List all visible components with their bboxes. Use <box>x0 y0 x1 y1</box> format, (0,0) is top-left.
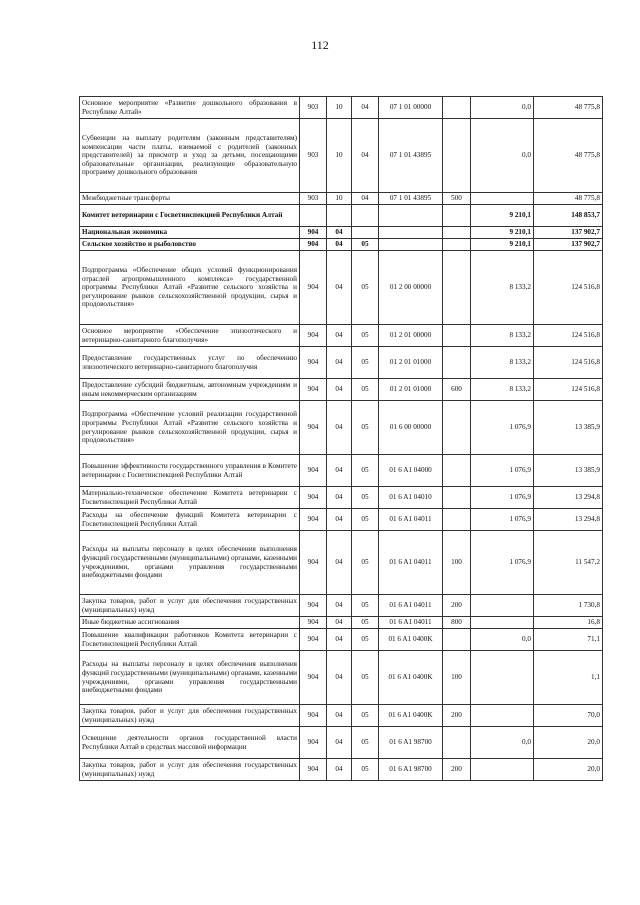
row-amount-first <box>471 193 534 205</box>
row-section-code: 04 <box>327 759 352 781</box>
row-section-code: 04 <box>327 629 352 651</box>
row-section-code: 10 <box>327 97 352 119</box>
row-description: Комитет ветеринарии с Госветинспекцией Республики Алтай <box>80 205 300 227</box>
row-subsection-code: 05 <box>352 379 379 401</box>
row-expense-type: 600 <box>443 379 471 401</box>
row-target-article: 01 6 A1 0400K <box>379 651 443 705</box>
row-section-code: 04 <box>327 487 352 509</box>
row-amount-first: 0,0 <box>471 97 534 119</box>
row-amount-second: 13 385,9 <box>534 401 603 455</box>
row-target-article: 01 6 A1 04011 <box>379 531 443 595</box>
row-amount-first: 1 076,9 <box>471 487 534 509</box>
row-subsection-code: 05 <box>352 705 379 727</box>
row-amount-second: 71,1 <box>534 629 603 651</box>
row-target-article <box>379 205 443 227</box>
row-amount-second: 48 775,8 <box>534 97 603 119</box>
table-row <box>80 251 603 325</box>
row-ministry-code: 904 <box>300 325 327 347</box>
row-description: Иные бюджетные ассигнования <box>80 617 300 629</box>
row-expense-type <box>443 401 471 455</box>
row-amount-first <box>471 759 534 781</box>
table-row <box>80 705 603 727</box>
row-amount-second: 148 853,7 <box>534 205 603 227</box>
row-ministry-code: 904 <box>300 239 327 251</box>
table-row <box>80 651 603 705</box>
row-target-article: 01 2 01 01000 <box>379 347 443 379</box>
row-description: Основное мероприятие «Обеспечение эпизоотического и ветеринарно-санитарного благополучия» <box>80 325 300 347</box>
row-amount-first <box>471 595 534 617</box>
row-description: Расходы на выплаты персоналу в целях обеспечения выполнения функций государственными (муниципальными) органами, казенными учреждениями, органами управления государственными внебюджетными фондами <box>80 651 300 705</box>
table-row <box>80 347 603 379</box>
table-row <box>80 227 603 239</box>
row-ministry-code: 904 <box>300 727 327 759</box>
row-target-article <box>379 239 443 251</box>
row-subsection-code <box>352 227 379 239</box>
row-subsection-code: 05 <box>352 629 379 651</box>
row-amount-first: 9 210,1 <box>471 239 534 251</box>
row-section-code: 04 <box>327 379 352 401</box>
row-amount-first: 8 133,2 <box>471 325 534 347</box>
row-amount-first <box>471 651 534 705</box>
row-target-article: 07 1 01 00000 <box>379 97 443 119</box>
row-amount-second: 20,0 <box>534 727 603 759</box>
table-body <box>80 97 603 781</box>
table-row <box>80 759 603 781</box>
table-row <box>80 455 603 487</box>
row-section-code: 04 <box>327 347 352 379</box>
row-ministry-code: 903 <box>300 193 327 205</box>
row-description: Предоставление субсидий бюджетным, автономным учреждениям и иным некоммерческим организациям <box>80 379 300 401</box>
row-expense-type: 200 <box>443 759 471 781</box>
row-amount-second: 137 902,7 <box>534 227 603 239</box>
row-subsection-code: 05 <box>352 595 379 617</box>
row-expense-type: 500 <box>443 193 471 205</box>
row-target-article: 01 2 01 01000 <box>379 379 443 401</box>
row-section-code: 04 <box>327 401 352 455</box>
row-subsection-code: 05 <box>352 325 379 347</box>
table-row <box>80 487 603 509</box>
row-target-article: 01 6 A1 98700 <box>379 727 443 759</box>
row-expense-type <box>443 509 471 531</box>
row-description: Повышение эффективности государственного управления в Комитете ветеринарии с Госветинспекцией Республики Алтай <box>80 455 300 487</box>
row-description: Закупка товаров, работ и услуг для обеспечения государственных (муниципальных) нужд <box>80 759 300 781</box>
row-section-code: 04 <box>327 227 352 239</box>
row-amount-second: 16,8 <box>534 617 603 629</box>
budget-table <box>79 96 603 781</box>
table-row <box>80 97 603 119</box>
row-expense-type: 800 <box>443 617 471 629</box>
row-section-code: 04 <box>327 651 352 705</box>
row-expense-type: 200 <box>443 705 471 727</box>
row-subsection-code <box>352 205 379 227</box>
table-row <box>80 727 603 759</box>
table-row <box>80 629 603 651</box>
row-expense-type <box>443 251 471 325</box>
row-target-article: 01 6 A1 98700 <box>379 759 443 781</box>
row-ministry-code: 904 <box>300 595 327 617</box>
row-description: Материально-техническое обеспечение Комитета ветеринарии с Госветинспекцией Республики Алтай <box>80 487 300 509</box>
row-amount-first: 1 076,9 <box>471 531 534 595</box>
row-ministry-code: 904 <box>300 379 327 401</box>
row-amount-first: 8 133,2 <box>471 379 534 401</box>
row-subsection-code: 05 <box>352 239 379 251</box>
row-expense-type: 200 <box>443 595 471 617</box>
row-amount-first: 0,0 <box>471 727 534 759</box>
row-amount-first: 1 076,9 <box>471 401 534 455</box>
row-amount-second: 48 775,8 <box>534 193 603 205</box>
row-ministry-code: 904 <box>300 455 327 487</box>
row-subsection-code: 05 <box>352 617 379 629</box>
row-amount-first: 0,0 <box>471 119 534 193</box>
row-expense-type <box>443 629 471 651</box>
row-target-article: 01 6 A1 0400K <box>379 629 443 651</box>
row-description: Предоставление государственных услуг по обеспечению эпизоотического ветеринарно-санитарного благополучия <box>80 347 300 379</box>
row-description: Основное мероприятие «Развитие дошкольного образования в Республике Алтай» <box>80 97 300 119</box>
row-expense-type: 100 <box>443 651 471 705</box>
row-expense-type: 100 <box>443 531 471 595</box>
table-row <box>80 509 603 531</box>
row-target-article: 01 6 A1 04010 <box>379 487 443 509</box>
row-description: Национальная экономика <box>80 227 300 239</box>
row-amount-first: 9 210,1 <box>471 205 534 227</box>
row-description: Сельское хозяйство и рыболовство <box>80 239 300 251</box>
row-subsection-code: 05 <box>352 455 379 487</box>
row-target-article: 01 6 A1 04011 <box>379 509 443 531</box>
row-expense-type <box>443 487 471 509</box>
row-expense-type <box>443 325 471 347</box>
row-section-code: 04 <box>327 617 352 629</box>
row-target-article: 07 1 01 43895 <box>379 193 443 205</box>
row-amount-first <box>471 705 534 727</box>
table-row <box>80 205 603 227</box>
row-amount-second: 13 294,8 <box>534 487 603 509</box>
row-ministry-code: 904 <box>300 347 327 379</box>
row-amount-second: 1 730,8 <box>534 595 603 617</box>
row-ministry-code: 904 <box>300 617 327 629</box>
row-subsection-code: 05 <box>352 531 379 595</box>
row-subsection-code: 05 <box>352 251 379 325</box>
row-expense-type <box>443 119 471 193</box>
row-target-article: 07 1 01 43895 <box>379 119 443 193</box>
row-amount-second: 70,0 <box>534 705 603 727</box>
row-subsection-code: 04 <box>352 97 379 119</box>
row-section-code: 04 <box>327 705 352 727</box>
table-row <box>80 531 603 595</box>
table-row <box>80 401 603 455</box>
row-amount-second: 124 516,8 <box>534 251 603 325</box>
row-subsection-code: 05 <box>352 651 379 705</box>
row-amount-second: 137 902,7 <box>534 239 603 251</box>
row-target-article: 01 2 00 00000 <box>379 251 443 325</box>
row-amount-second: 124 516,8 <box>534 379 603 401</box>
row-amount-first: 1 076,9 <box>471 455 534 487</box>
row-target-article: 01 6 A1 04011 <box>379 617 443 629</box>
row-section-code: 04 <box>327 239 352 251</box>
row-target-article: 01 6 00 00000 <box>379 401 443 455</box>
row-section-code: 04 <box>327 251 352 325</box>
row-description: Расходы на выплаты персоналу в целях обеспечения выполнения функций государственными (муниципальными) органами, казенными учреждениями, органами управления государственными внебюджетными фондами <box>80 531 300 595</box>
table-row <box>80 325 603 347</box>
row-expense-type <box>443 239 471 251</box>
row-subsection-code: 04 <box>352 119 379 193</box>
row-description: Повышение квалификации работников Комитета ветеринарии с Госветинспекцией Республики Алтай <box>80 629 300 651</box>
row-ministry-code: 904 <box>300 401 327 455</box>
row-target-article <box>379 227 443 239</box>
table-row <box>80 119 603 193</box>
row-amount-second: 13 385,9 <box>534 455 603 487</box>
row-ministry-code <box>300 205 327 227</box>
table-row <box>80 379 603 401</box>
row-description: Закупка товаров, работ и услуг для обеспечения государственных (муниципальных) нужд <box>80 705 300 727</box>
row-ministry-code: 904 <box>300 251 327 325</box>
row-ministry-code: 904 <box>300 531 327 595</box>
row-ministry-code: 904 <box>300 487 327 509</box>
row-description: Подпрограмма «Обеспечение общих условий функционирования отраслей агропромышленного комплекса» государственной программы Республики Алтай «Развитие сельского хозяйства и регулирование рынков сельскохозяйственной продукции, сырья и продовольствия» <box>80 251 300 325</box>
row-ministry-code: 904 <box>300 629 327 651</box>
row-target-article: 01 2 01 00000 <box>379 325 443 347</box>
row-section-code: 04 <box>327 595 352 617</box>
row-ministry-code: 904 <box>300 227 327 239</box>
row-amount-first <box>471 617 534 629</box>
row-ministry-code: 904 <box>300 651 327 705</box>
row-amount-first: 1 076,9 <box>471 509 534 531</box>
row-section-code: 04 <box>327 455 352 487</box>
row-target-article: 01 6 A1 04011 <box>379 595 443 617</box>
row-target-article: 01 6 A1 0400K <box>379 705 443 727</box>
row-ministry-code: 904 <box>300 509 327 531</box>
row-amount-second: 48 775,8 <box>534 119 603 193</box>
row-expense-type <box>443 97 471 119</box>
row-ministry-code: 904 <box>300 759 327 781</box>
table-row <box>80 617 603 629</box>
row-amount-first: 9 210,1 <box>471 227 534 239</box>
row-section-code: 04 <box>327 325 352 347</box>
row-expense-type <box>443 205 471 227</box>
row-subsection-code: 05 <box>352 727 379 759</box>
row-amount-first: 8 133,2 <box>471 251 534 325</box>
row-subsection-code: 05 <box>352 509 379 531</box>
row-ministry-code: 903 <box>300 97 327 119</box>
row-description: Закупка товаров, работ и услуг для обеспечения государственных (муниципальных) нужд <box>80 595 300 617</box>
row-description: Освещение деятельности органов государственной власти Республики Алтай в средствах массовой информации <box>80 727 300 759</box>
table-row <box>80 193 603 205</box>
row-description: Субвенции на выплату родителям (законным представителям) компенсации части платы, взимаемой с родителей (законных представителей) за присмотр и уход за детьми, посещающими образовательные организации, реализующие образовательную программу дошкольного образования <box>80 119 300 193</box>
row-section-code: 04 <box>327 727 352 759</box>
row-amount-first: 8 133,2 <box>471 347 534 379</box>
row-section-code: 04 <box>327 531 352 595</box>
page-number: 112 <box>311 38 329 52</box>
row-subsection-code: 05 <box>352 347 379 379</box>
row-subsection-code: 04 <box>352 193 379 205</box>
row-expense-type <box>443 455 471 487</box>
row-expense-type <box>443 727 471 759</box>
row-amount-second: 124 516,8 <box>534 347 603 379</box>
row-amount-second: 20,0 <box>534 759 603 781</box>
row-section-code: 10 <box>327 193 352 205</box>
row-ministry-code: 904 <box>300 705 327 727</box>
row-amount-first: 0,0 <box>471 629 534 651</box>
table-row <box>80 595 603 617</box>
table-row <box>80 239 603 251</box>
row-subsection-code: 05 <box>352 401 379 455</box>
row-description: Подпрограмма «Обеспечение условий реализации государственной программы Республики Алтай «Развитие сельского хозяйства и регулирование рынков сельскохозяйственной продукции, сырья и продовольствия» <box>80 401 300 455</box>
row-amount-second: 13 294,8 <box>534 509 603 531</box>
row-amount-second: 124 516,8 <box>534 325 603 347</box>
row-subsection-code: 05 <box>352 487 379 509</box>
row-amount-second: 11 547,2 <box>534 531 603 595</box>
row-expense-type <box>443 347 471 379</box>
row-section-code: 10 <box>327 119 352 193</box>
row-section-code <box>327 205 352 227</box>
row-ministry-code: 903 <box>300 119 327 193</box>
row-subsection-code: 05 <box>352 759 379 781</box>
row-description: Межбюджетные трансферты <box>80 193 300 205</box>
row-target-article: 01 6 A1 04000 <box>379 455 443 487</box>
row-expense-type <box>443 227 471 239</box>
row-description: Расходы на обеспечение функций Комитета ветеринарии с Госветинспекцией Республики Алтай <box>80 509 300 531</box>
row-section-code: 04 <box>327 509 352 531</box>
row-amount-second: 1,1 <box>534 651 603 705</box>
